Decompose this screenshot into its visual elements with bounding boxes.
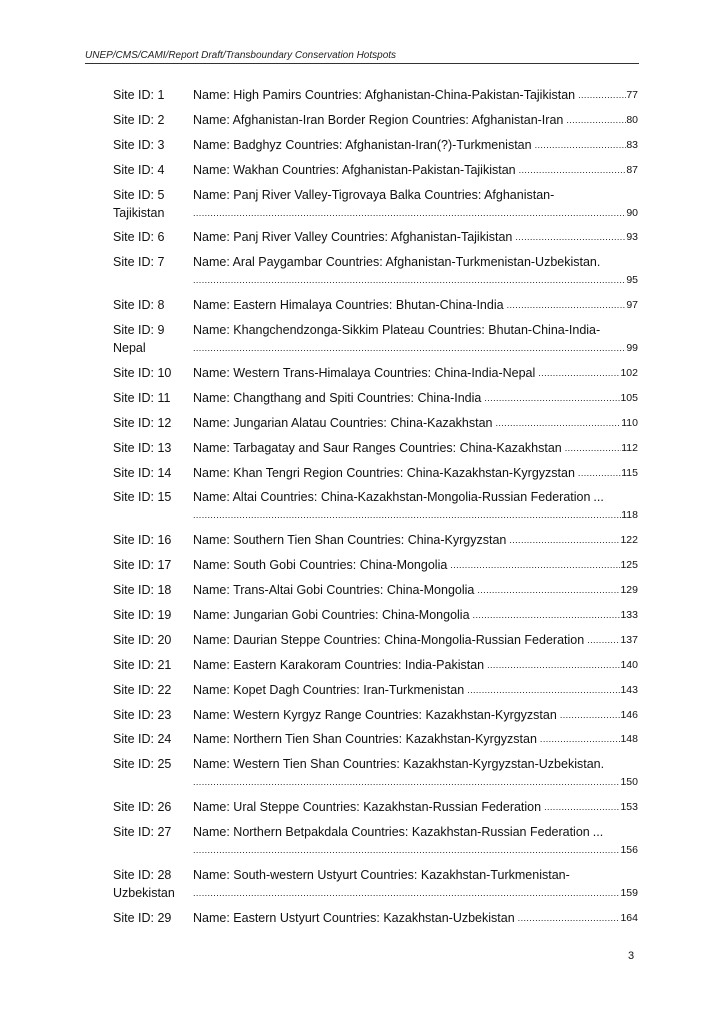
leader-dots (193, 339, 626, 357)
leader-dots (515, 909, 621, 927)
toc-entry[interactable] (113, 186, 638, 222)
page-ref: 125 (620, 559, 638, 572)
leader-dots (532, 136, 627, 154)
toc-entry[interactable] (113, 531, 638, 549)
site-title: Name: South Gobi Countries: China-Mongolia (193, 558, 448, 573)
leader-dots (193, 841, 620, 859)
site-id: Site ID: 13 (113, 440, 172, 455)
leader-dots (492, 414, 621, 432)
leader-dots (484, 656, 620, 674)
site-id: Site ID: 26 (113, 800, 172, 815)
toc-entry[interactable] (113, 656, 638, 674)
leader-dots (464, 681, 620, 699)
leader-dots (474, 581, 620, 599)
site-id: Site ID: 22 (113, 682, 172, 697)
page-ref: 159 (620, 887, 638, 900)
leader-dots (481, 389, 620, 407)
site-title: Name: Tarbagatay and Saur Ranges Countries: China-Kazakhstan (193, 440, 562, 455)
site-id: Site ID: 12 (113, 415, 172, 430)
page-ref: 153 (620, 801, 638, 814)
toc-entry[interactable] (113, 909, 638, 927)
page-number: 3 (628, 950, 635, 962)
toc-entry[interactable] (113, 389, 638, 407)
toc-entry[interactable] (113, 488, 638, 524)
page-ref: 105 (620, 391, 638, 404)
toc-entry[interactable] (113, 321, 638, 357)
page-ref: 137 (620, 633, 638, 646)
leader-dots (193, 204, 626, 222)
table-of-contents (113, 86, 638, 934)
site-id-continued: Nepal (113, 341, 146, 356)
site-title: Name: Panj River Valley-Tigrovaya Balka Countries: Afghanistan- (193, 187, 555, 202)
toc-entry[interactable] (113, 161, 638, 179)
site-id: Site ID: 6 (113, 230, 165, 245)
page-ref: 102 (620, 367, 638, 380)
toc-entry[interactable] (113, 439, 638, 457)
leader-dots (512, 228, 626, 246)
site-title: Name: Wakhan Countries: Afghanistan-Pakistan-Tajikistan (193, 162, 516, 177)
page-ref: 95 (626, 274, 638, 287)
site-title: Name: Northern Tien Shan Countries: Kazakhstan-Kyrgyzstan (193, 732, 537, 747)
page-ref: 83 (626, 138, 638, 151)
site-title: Name: Daurian Steppe Countries: China-Mongolia-Russian Federation (193, 632, 585, 647)
leader-dots (537, 730, 621, 748)
site-title: Name: Ural Steppe Countries: Kazakhstan-Russian Federation (193, 800, 542, 815)
page-ref: 140 (620, 658, 638, 671)
leader-dots (447, 556, 620, 574)
site-title: Name: Kopet Dagh Countries: Iran-Turkmenistan (193, 682, 465, 697)
site-title: Name: Changthang and Spiti Countries: China-India (193, 390, 482, 405)
site-id: Site ID: 19 (113, 608, 172, 623)
site-id: Site ID: 2 (113, 112, 165, 127)
page-ref: 77 (626, 89, 638, 101)
site-id: Site ID: 9 (113, 323, 165, 338)
site-id: Site ID: 18 (113, 583, 172, 598)
site-id: Site ID: 4 (113, 162, 165, 177)
toc-entry[interactable] (113, 136, 638, 154)
page-ref: 112 (621, 441, 638, 454)
page-ref: 80 (626, 113, 638, 126)
site-id: Site ID: 1 (113, 88, 165, 102)
site-title: Name: South-western Ustyurt Countries: Kazakhstan-Turkmenistan- (193, 868, 570, 883)
page-ref: 110 (621, 416, 638, 429)
page-ref: 99 (626, 342, 638, 355)
site-id: Site ID: 11 (113, 390, 171, 405)
toc-entry[interactable] (113, 86, 638, 104)
site-id: Site ID: 25 (113, 757, 172, 772)
toc-entry[interactable] (113, 364, 638, 382)
site-id: Site ID: 5 (113, 187, 165, 202)
site-title: Name: Panj River Valley Countries: Afghanistan-Tajikistan (193, 230, 513, 245)
toc-entry[interactable] (113, 581, 638, 599)
site-id: Site ID: 8 (113, 298, 165, 313)
leader-dots (562, 439, 622, 457)
leader-dots (193, 271, 626, 289)
ellipsis: ... (592, 825, 604, 840)
toc-entry[interactable] (113, 253, 638, 289)
toc-entry[interactable] (113, 866, 638, 902)
leader-dots (506, 531, 620, 549)
site-id: Site ID: 15 (113, 490, 172, 505)
page-ref: 87 (626, 163, 638, 176)
page-ref: 164 (620, 911, 638, 924)
leader-dots (193, 884, 620, 902)
toc-entry[interactable] (113, 631, 638, 649)
site-id: Site ID: 21 (113, 657, 172, 672)
site-id: Site ID: 14 (113, 465, 172, 480)
site-title: Name: Northern Betpakdala Countries: Kazakhstan-Russian Federation (193, 825, 590, 840)
site-id: Site ID: 10 (113, 366, 172, 381)
page-ref: 133 (620, 609, 638, 622)
toc-entry[interactable] (113, 681, 638, 699)
site-id: Site ID: 28 (113, 868, 172, 883)
site-title: Name: Afghanistan-Iran Border Region Countries: Afghanistan-Iran (193, 112, 564, 127)
site-title: Name: Western Tien Shan Countries: Kazakhstan-Kyrgyzstan-Uzbekistan. (193, 757, 605, 772)
leader-dots (563, 111, 626, 129)
toc-entry[interactable] (113, 556, 638, 574)
leader-dots (535, 364, 620, 382)
site-id: Site ID: 7 (113, 255, 165, 270)
site-title: Name: Aral Paygambar Countries: Afghanistan-Turkmenistan-Uzbekistan. (193, 255, 601, 270)
site-title: Name: Eastern Karakoram Countries: India-Pakistan (193, 657, 485, 672)
page-ref: 97 (626, 299, 638, 312)
site-title: Name: Trans-Altai Gobi Countries: China-Mongolia (193, 583, 475, 598)
toc-entry[interactable] (113, 798, 638, 816)
toc-entry[interactable] (113, 823, 638, 859)
site-title: Name: Jungarian Alatau Countries: China-Kazakhstan (193, 415, 493, 430)
site-id: Site ID: 29 (113, 910, 172, 925)
site-title: Name: Western Trans-Himalaya Countries: China-India-Nepal (193, 366, 536, 381)
page-ref: 115 (621, 466, 638, 479)
toc-entry[interactable] (113, 228, 638, 246)
site-title: Name: Eastern Himalaya Countries: Bhutan-China-India (193, 298, 504, 313)
toc-entry[interactable] (113, 730, 638, 748)
site-id-continued: Uzbekistan (113, 886, 175, 901)
page-ref: 150 (620, 776, 638, 789)
leader-dots (541, 798, 620, 816)
leader-dots (575, 86, 626, 104)
page-ref: 148 (620, 733, 638, 746)
leader-dots (584, 631, 620, 649)
page-ref: 122 (620, 534, 638, 547)
site-title: Name: Khangchendzonga-Sikkim Plateau Countries: Bhutan-China-India- (193, 323, 601, 338)
site-title: Name: Khan Tengri Region Countries: China-Kazakhstan-Kyrgyzstan (193, 465, 575, 480)
site-id: Site ID: 24 (113, 732, 172, 747)
page-ref: 93 (626, 231, 638, 244)
site-id: Site ID: 3 (113, 137, 165, 152)
page-ref: 129 (620, 584, 638, 597)
site-title: Name: High Pamirs Countries: Afghanistan-China-Pakistan-Tajikistan (193, 88, 576, 102)
page-ref: 146 (620, 708, 638, 721)
leader-dots (516, 161, 627, 179)
header-rule (85, 63, 639, 64)
leader-dots (193, 506, 621, 524)
ellipsis: ... (593, 490, 604, 505)
site-id-continued: Tajikistan (113, 205, 165, 220)
site-title: Name: Badghyz Countries: Afghanistan-Iran(?)-Turkmenistan (193, 137, 532, 152)
leader-dots (575, 464, 621, 482)
site-id: Site ID: 27 (113, 825, 172, 840)
toc-entry[interactable] (113, 414, 638, 432)
toc-entry[interactable] (113, 606, 638, 624)
site-title: Name: Eastern Ustyurt Countries: Kazakhstan-Uzbekistan (193, 910, 515, 925)
site-id: Site ID: 20 (113, 632, 172, 647)
leader-dots (470, 606, 621, 624)
site-title: Name: Altai Countries: China-Kazakhstan-Mongolia-Russian Federation (193, 490, 591, 505)
site-id: Site ID: 17 (113, 558, 172, 573)
leader-dots (504, 296, 627, 314)
site-id: Site ID: 23 (113, 707, 172, 722)
site-id: Site ID: 16 (113, 533, 172, 548)
leader-dots (557, 706, 621, 724)
toc-entry[interactable] (113, 111, 638, 129)
toc-entry[interactable] (113, 464, 638, 482)
page-ref: 156 (620, 844, 638, 857)
site-title: Name: Western Kyrgyz Range Countries: Kazakhstan-Kyrgyzstan (193, 707, 557, 722)
page-ref: 90 (626, 206, 638, 219)
page-ref: 118 (621, 509, 638, 522)
running-header: UNEP/CMS/CAMI/Report Draft/Transboundary Conservation Hotspots (85, 50, 397, 61)
toc-entry[interactable] (113, 296, 638, 314)
site-title: Name: Jungarian Gobi Countries: China-Mongolia (193, 608, 470, 623)
toc-entry[interactable] (113, 706, 638, 724)
toc-entry[interactable] (113, 755, 638, 791)
leader-dots (193, 773, 620, 791)
page-ref: 143 (620, 683, 638, 696)
site-title: Name: Southern Tien Shan Countries: China-Kyrgyzstan (193, 533, 507, 548)
